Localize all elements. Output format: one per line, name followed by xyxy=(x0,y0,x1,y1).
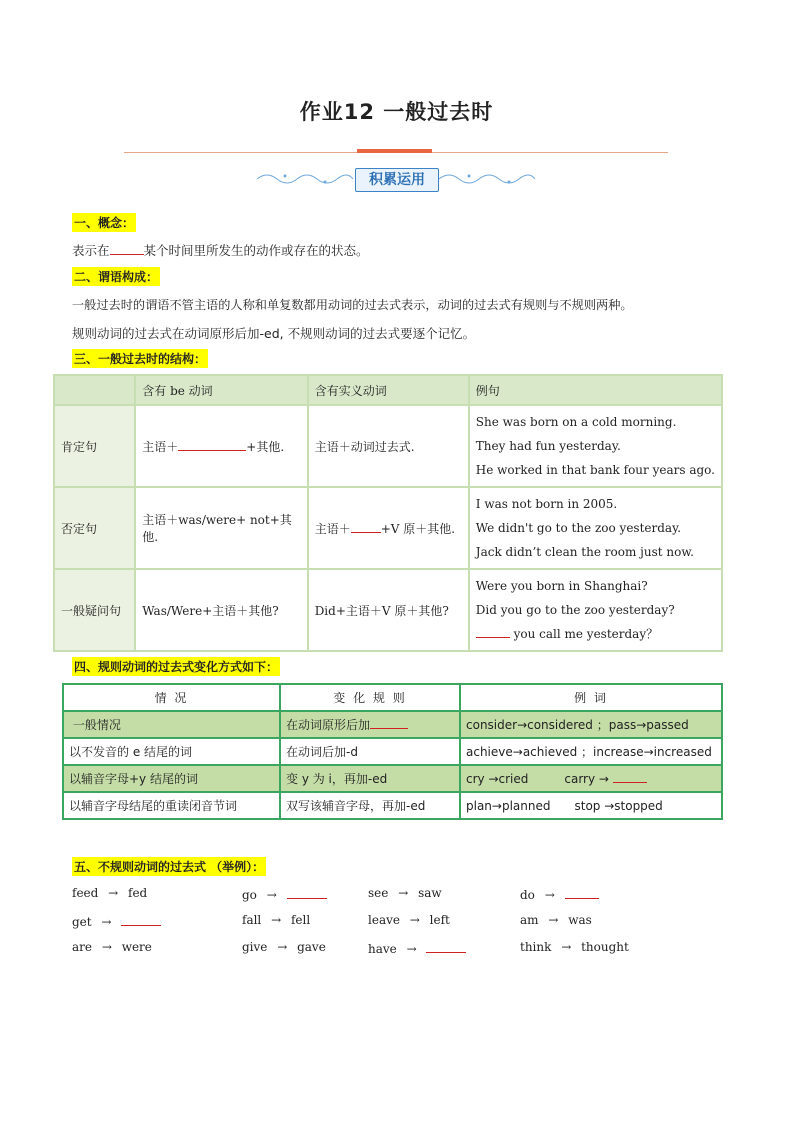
base-verb: am xyxy=(520,913,539,927)
concept-text xyxy=(72,241,369,259)
section-heading-regular: 四、规则动词的过去式变化方式如下： xyxy=(72,657,280,676)
example-sentence-with-blank xyxy=(476,622,715,646)
table-row xyxy=(54,569,722,651)
table-header-cell: 例句 xyxy=(469,375,722,405)
base-verb: do xyxy=(520,888,535,902)
table-cell: 主语＋动词过去式. xyxy=(308,405,469,487)
answer-blank[interactable] xyxy=(476,637,510,638)
arrow-icon: → xyxy=(402,942,421,956)
irregular-verb-item xyxy=(242,886,327,902)
answer-blank[interactable] xyxy=(565,886,599,899)
irregular-verb-item xyxy=(242,940,326,954)
cell-text: +其他. xyxy=(246,439,285,454)
arrow-icon: → xyxy=(273,940,292,954)
predicate-text-2: 规则动词的过去式在动词原形后加-ed, 不规则动词的过去式要逐个记忆。 xyxy=(72,326,476,341)
section-heading-structure: 三、一般过去时的结构： xyxy=(72,349,208,368)
answer-blank[interactable] xyxy=(121,913,161,926)
irregular-verb-item xyxy=(72,940,152,954)
section-heading-predicate: 二、谓语构成： xyxy=(72,267,160,286)
irregular-verb-item xyxy=(368,886,442,900)
table-cell: 以辅音字母结尾的重读闭音节词 xyxy=(63,792,280,819)
cell-text: +V 原＋其他. xyxy=(380,521,456,536)
table-header-row xyxy=(63,684,722,711)
arrow-icon: → xyxy=(544,913,563,927)
arrow-icon: → xyxy=(405,913,424,927)
table-cell: 在动词后加-d xyxy=(280,738,460,765)
table-cell: 主语＋was/were+ not+其他. xyxy=(135,487,307,569)
cell-text: cry →cried xyxy=(466,771,529,786)
table-header-cell: 例 词 xyxy=(460,684,722,711)
irregular-verb-item xyxy=(520,913,592,927)
cell-text: plan→planned xyxy=(466,798,551,813)
example-sentence: They had fun yesterday. xyxy=(475,439,621,453)
cell-text: stop →stopped xyxy=(574,798,663,813)
example-sentence: She was born on a cold morning. xyxy=(475,415,677,429)
arrow-icon: → xyxy=(262,888,281,902)
base-verb: think xyxy=(520,940,552,954)
past-form: fell xyxy=(290,913,311,927)
table-cell xyxy=(308,487,469,569)
table-row xyxy=(63,765,722,792)
example-sentence: Did you go to the zoo yesterday? xyxy=(475,603,675,617)
table-cell xyxy=(135,405,307,487)
table-header-cell xyxy=(54,375,135,405)
example-cell xyxy=(469,487,722,569)
section-heading-concept: 一、概念： xyxy=(72,213,136,232)
base-verb: are xyxy=(72,940,92,954)
table-header-cell: 含有实义动词 xyxy=(308,375,469,405)
predicate-text-1: 一般过去时的谓语不管主语的人称和单复数都用动词的过去式表示，动词的过去式有规则与不规则两种。 xyxy=(72,298,633,312)
base-verb: leave xyxy=(368,913,400,927)
irregular-verb-item xyxy=(520,940,629,954)
past-form: gave xyxy=(297,940,326,954)
answer-blank[interactable] xyxy=(178,450,246,451)
row-label: 肯定句 xyxy=(54,405,135,487)
example-sentence: Were you born in Shanghai? xyxy=(475,579,648,593)
irregular-verb-item xyxy=(72,886,147,900)
table-cell xyxy=(63,711,280,738)
example-cell xyxy=(469,405,722,487)
answer-blank[interactable] xyxy=(351,532,381,533)
answer-blank[interactable] xyxy=(613,782,647,783)
irregular-verb-item xyxy=(368,913,450,927)
base-verb: have xyxy=(368,942,397,956)
answer-blank[interactable] xyxy=(370,728,408,729)
past-form: fed xyxy=(128,886,148,900)
irregular-verb-item xyxy=(242,913,310,927)
irregular-verb-item xyxy=(72,913,161,929)
base-verb: give xyxy=(242,940,268,954)
table-cell: 以不发音的 e 结尾的词 xyxy=(63,738,280,765)
past-form: was xyxy=(568,913,592,927)
example-sentence: He worked in that bank four years ago. xyxy=(475,463,715,477)
table-cell: 双写该辅音字母，再加-ed xyxy=(280,792,460,819)
table-cell xyxy=(460,792,722,819)
table-header-cell: 含有 be 动词 xyxy=(135,375,307,405)
answer-blank[interactable] xyxy=(287,886,327,899)
structure-table xyxy=(53,374,723,652)
table-row xyxy=(54,405,722,487)
table-cell: 以辅音字母+y 结尾的词 xyxy=(63,765,280,792)
table-row xyxy=(63,711,722,738)
concept-text-post: 某个时间里所发生的动作或存在的状态。 xyxy=(143,243,369,258)
cell-text: carry → xyxy=(564,771,609,786)
base-verb: go xyxy=(242,888,257,902)
arrow-icon: → xyxy=(98,940,116,954)
table-cell: consider→considered ；pass→passed xyxy=(460,711,722,738)
irregular-verb-item xyxy=(368,940,466,956)
regular-verbs-table xyxy=(62,683,723,820)
table-header-row xyxy=(54,375,722,405)
base-verb: feed xyxy=(72,886,99,900)
table-cell: 变 y 为 i，再加-ed xyxy=(280,765,460,792)
arrow-icon: → xyxy=(540,888,559,902)
table-header-cell: 情 况 xyxy=(63,684,280,711)
past-form: saw xyxy=(418,886,442,900)
table-row xyxy=(63,792,722,819)
title-divider-accent xyxy=(357,149,432,153)
section-banner: 积累运用 xyxy=(355,168,439,192)
arrow-icon: → xyxy=(267,913,285,927)
row-label: 一般疑问句 xyxy=(54,569,135,651)
arrow-icon: → xyxy=(394,886,413,900)
table-cell: achieve→achieved ；increase→increased xyxy=(460,738,722,765)
arrow-icon: → xyxy=(557,940,576,954)
table-row xyxy=(54,487,722,569)
section-heading-irregular: 五、不规则动词的过去式 （举例）： xyxy=(72,857,266,876)
past-form: left xyxy=(429,913,450,927)
table-cell xyxy=(460,765,722,792)
table-cell: Did+主语＋V 原＋其他? xyxy=(308,569,469,651)
example-cell xyxy=(469,569,722,651)
answer-blank[interactable] xyxy=(110,254,144,255)
answer-blank[interactable] xyxy=(426,940,466,953)
example-sentence: We didn't go to the zoo yesterday. xyxy=(475,521,682,535)
table-cell: Was/Were+主语＋其他? xyxy=(135,569,307,651)
arrow-icon: → xyxy=(97,915,116,929)
base-verb: see xyxy=(368,886,389,900)
past-form: were xyxy=(121,940,152,954)
past-form: thought xyxy=(581,940,629,954)
base-verb: get xyxy=(72,915,92,929)
cell-text: 一般情况 xyxy=(72,718,121,732)
cell-text: 主语＋ xyxy=(314,521,351,536)
base-verb: fall xyxy=(242,913,262,927)
example-sentence: I was not born in 2005. xyxy=(475,497,618,511)
table-header-cell: 变 化 规 则 xyxy=(280,684,460,711)
table-cell xyxy=(280,711,460,738)
cell-text: 在动词原形后加 xyxy=(286,718,371,732)
cell-text: 主语＋ xyxy=(142,439,179,454)
example-sentence: Jack didn’t clean the room just now. xyxy=(475,545,694,559)
arrow-icon: → xyxy=(104,886,123,900)
irregular-verb-item xyxy=(520,886,599,902)
table-row xyxy=(63,738,722,765)
cell-text: you call me yesterday？ xyxy=(509,627,659,641)
concept-text-pre: 表示在 xyxy=(72,243,110,258)
page-title: 作业12 一般过去时 xyxy=(299,100,494,124)
row-label: 否定句 xyxy=(54,487,135,569)
